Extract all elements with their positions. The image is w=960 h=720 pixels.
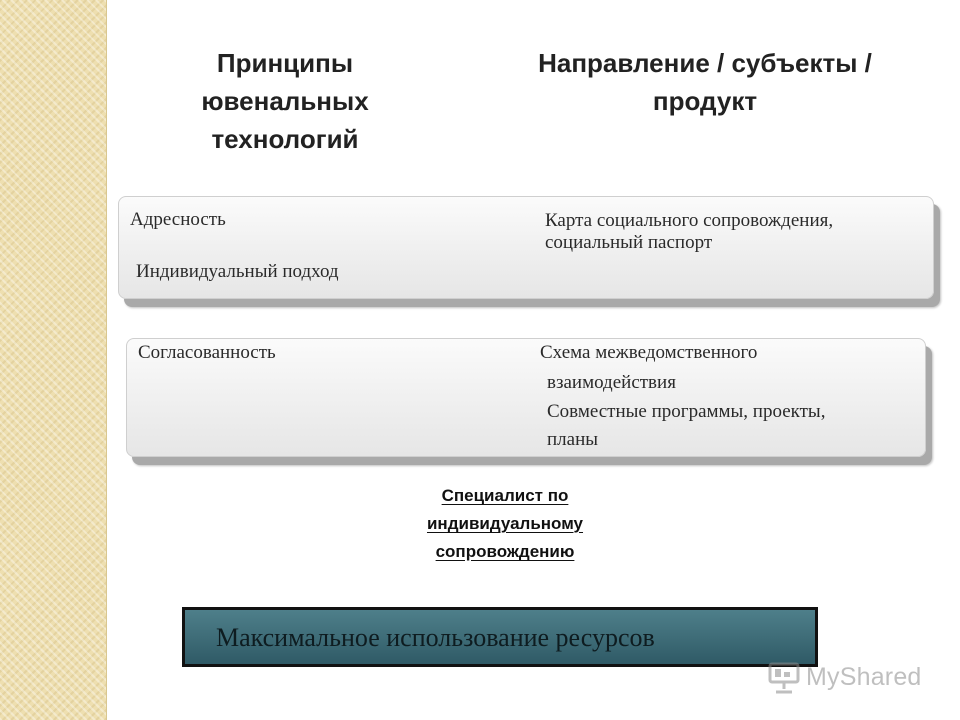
heading-line: продукт: [652, 86, 758, 116]
principle-targeting: Адресность: [130, 209, 226, 230]
direction-heading: [500, 44, 910, 120]
max-resources-label: Максимальное использование ресурсов: [216, 623, 655, 652]
principle-coordination: Согласованность: [138, 342, 276, 363]
principles-heading: [170, 44, 400, 158]
principle-individual-approach: Индивидуальный подход: [136, 261, 339, 282]
heading-line: технологий: [211, 124, 359, 154]
product-line: взаимодействия: [547, 372, 676, 393]
product-line: планы: [547, 429, 599, 450]
product-line: Совместные программы, проекты,: [547, 400, 826, 422]
specialist-line: сопровождению: [435, 542, 575, 561]
heading-line: Направление / субъекты /: [538, 48, 872, 78]
product-social-card: [545, 209, 833, 255]
myshared-watermark: [766, 657, 922, 697]
product-line: социальный паспорт: [545, 232, 713, 253]
heading-line: ювенальных: [201, 86, 369, 116]
decorative-left-strip: [0, 0, 107, 720]
presentation-board-icon: [766, 659, 802, 695]
specialist-label: [392, 482, 618, 566]
specialist-line: индивидуальному: [426, 514, 584, 533]
watermark-text: MyShared: [806, 662, 922, 691]
product-joint-programs: [547, 369, 825, 455]
specialist-line: Специалист по: [441, 486, 569, 505]
product-line: Карта социального сопровождения,: [545, 210, 834, 231]
product-interagency-scheme: Схема межведомственного: [540, 342, 758, 363]
heading-line: Принципы: [216, 48, 354, 78]
